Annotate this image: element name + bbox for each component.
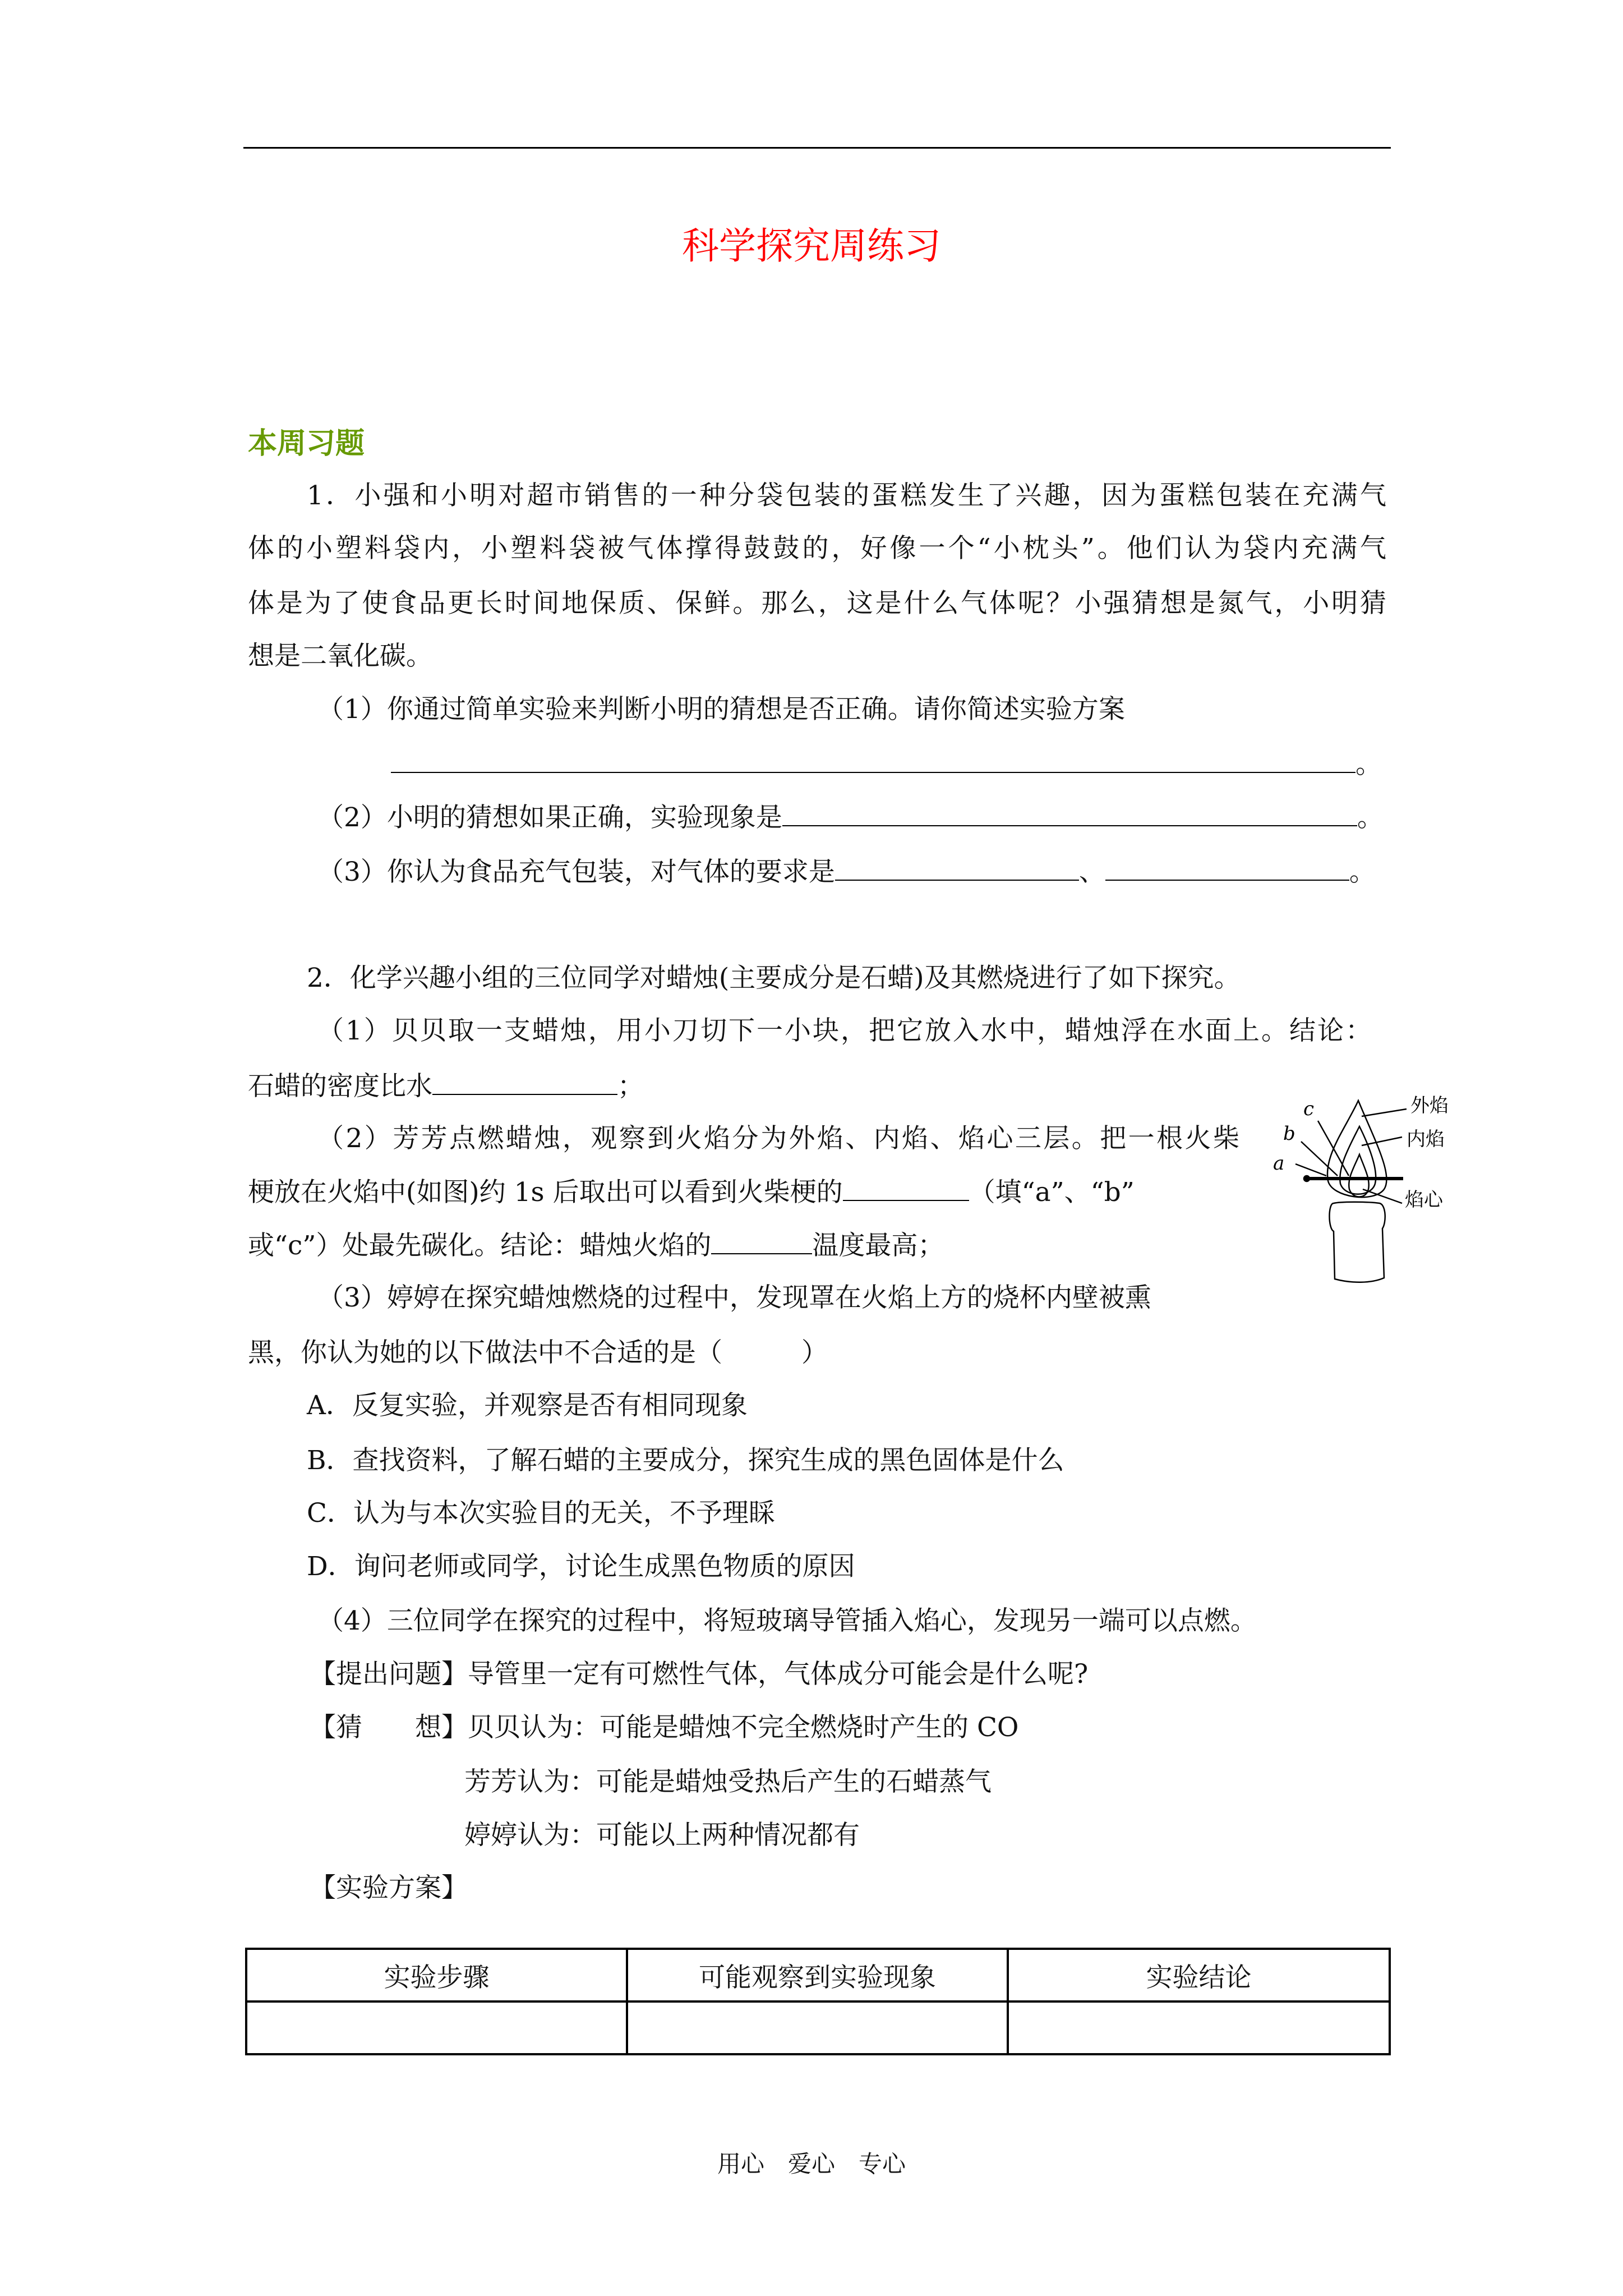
q2-intro: 2．化学兴趣小组的三位同学对蜡烛(主要成分是石蜡)及其燃烧进行了如下探究。 [307,963,1241,993]
raise-question: 【提出问题】导管里一定有可燃性气体，气体成分可能会是什么呢? [310,1659,1089,1690]
match-head [1304,1176,1310,1181]
table-header-row [246,1949,1390,2001]
q2-part2-text2: （填“a”、“b” [969,1177,1135,1208]
experiment-table [245,1948,1391,2055]
q1-line: 1．小强和小明对超市销售的一种分袋包装的蛋糕发生了兴趣，因为蛋糕包装在充满气 [307,480,1386,511]
q2-part1-text: 石蜡的密度比水 [248,1071,432,1102]
q2-part2-text3: 或“c”）处最先碳化。结论：蜡烛火焰的 [248,1230,712,1261]
q2-part1-cont [248,1069,644,1103]
answer-blank[interactable] [1105,855,1349,881]
period: 。 [1355,749,1382,780]
q2-part2-text: 梗放在火焰中(如图)约 1s 后取出可以看到火柴梗的 [248,1177,843,1208]
table-cell[interactable] [1008,2001,1390,2054]
separator: 、 [1078,857,1105,887]
label-b: b [1283,1122,1295,1145]
pointer-outer [1362,1109,1407,1116]
q2-part2: （2）芳芳点燃蜡烛，观察到火焰分为外焰、内焰、焰心三层。把一根火柴 [317,1123,1239,1154]
label-flame-core: 焰心 [1405,1189,1443,1211]
inner-flame [1340,1126,1376,1194]
option-b: B．查找资料，了解石蜡的主要成分，探究生成的黑色固体是什么 [307,1445,1064,1476]
guess-line: 【猜 想】贝贝认为：可能是蜡烛不完全燃烧时产生的 CO [310,1712,1019,1743]
q2-part2-cont [248,1175,1135,1209]
answer-blank[interactable] [432,1069,617,1095]
table-row [246,2001,1390,2054]
q1-part3-text: （3）你认为食品充气包装，对气体的要求是 [317,857,835,887]
q1-part2-text: （2）小明的猜想如果正确，实验现象是 [317,802,782,833]
table-cell[interactable] [627,2001,1008,2054]
pointer-inner [1362,1137,1402,1145]
guess-line: 婷婷认为：可能以上两种情况都有 [464,1820,860,1851]
header-rule [243,147,1391,149]
period: 。 [1349,857,1376,887]
answer-blank[interactable] [782,800,1357,826]
page-footer: 用心 爱心 专心 [717,2150,906,2178]
option-c: C．认为与本次实验目的无关，不予理睬 [307,1498,775,1529]
experiment-plan-label: 【实验方案】 [310,1872,468,1903]
answer-blank[interactable] [391,747,1355,773]
option-a: A．反复实验，并观察是否有相同现象 [307,1390,748,1421]
q1-line: 想是二氧化碳。 [248,641,432,671]
q1-part1: （1）你通过简单实验来判断小明的猜想是否正确。请你简述实验方案 [317,694,1125,725]
header-cell: 实验步骤 [246,1949,627,2001]
q1-line: 体是为了使食品更长时间地保质、保鲜。那么，这是什么气体呢？小强猜想是氮气，小明猜 [248,588,1386,619]
page-title: 科学探究周练习 [682,224,941,268]
answer-blank[interactable] [711,1228,812,1254]
candle-body [1330,1202,1385,1282]
label-c: c [1303,1098,1315,1120]
q1-line: 体的小塑料袋内，小塑料袋被气体撑得鼓鼓的，好像一个“小枕头”。他们认为袋内充满气 [248,533,1386,564]
period: 。 [1357,802,1384,833]
label-inner-flame: 内焰 [1407,1128,1445,1151]
semicolon: ； [617,1071,644,1102]
label-outer-flame: 外焰 [1410,1094,1449,1117]
q1-part3 [317,855,1376,889]
q2-part2-text4: 温度最高； [812,1230,944,1261]
q2-part2-cont2 [248,1228,944,1263]
guess-line: 芳芳认为：可能是蜡烛受热后产生的石蜡蒸气 [464,1766,992,1797]
q2-part3: （3）婷婷在探究蜡烛燃烧的过程中，发现罩在火焰上方的烧杯内壁被熏 [317,1282,1151,1313]
answer-blank[interactable] [835,855,1079,881]
option-d: D．询问老师或同学，讨论生成黑色物质的原因 [307,1551,855,1582]
header-cell: 实验结论 [1008,1949,1390,2001]
q2-part3-cont: 黑，你认为她的以下做法中不合适的是（ ） [248,1337,828,1368]
pointer-a [1295,1164,1326,1176]
label-a: a [1273,1152,1285,1175]
candle-flame-figure [1262,1077,1486,1301]
pointer-c [1318,1121,1349,1176]
q2-part1: （1）贝贝取一支蜡烛，用小刀切下一小块，把它放入水中，蜡烛浮在水面上。结论： [317,1015,1372,1046]
outer-flame [1327,1101,1387,1197]
table-cell[interactable] [246,2001,627,2054]
header-cell: 可能观察到实验现象 [627,1949,1008,2001]
q1-part2 [317,800,1384,835]
answer-blank[interactable] [843,1175,969,1201]
q1-part1-answer [391,747,1382,781]
q2-part4: （4）三位同学在探究的过程中，将短玻璃导管插入焰心，发现另一端可以点燃。 [317,1605,1257,1636]
section-heading: 本周习题 [248,426,365,461]
